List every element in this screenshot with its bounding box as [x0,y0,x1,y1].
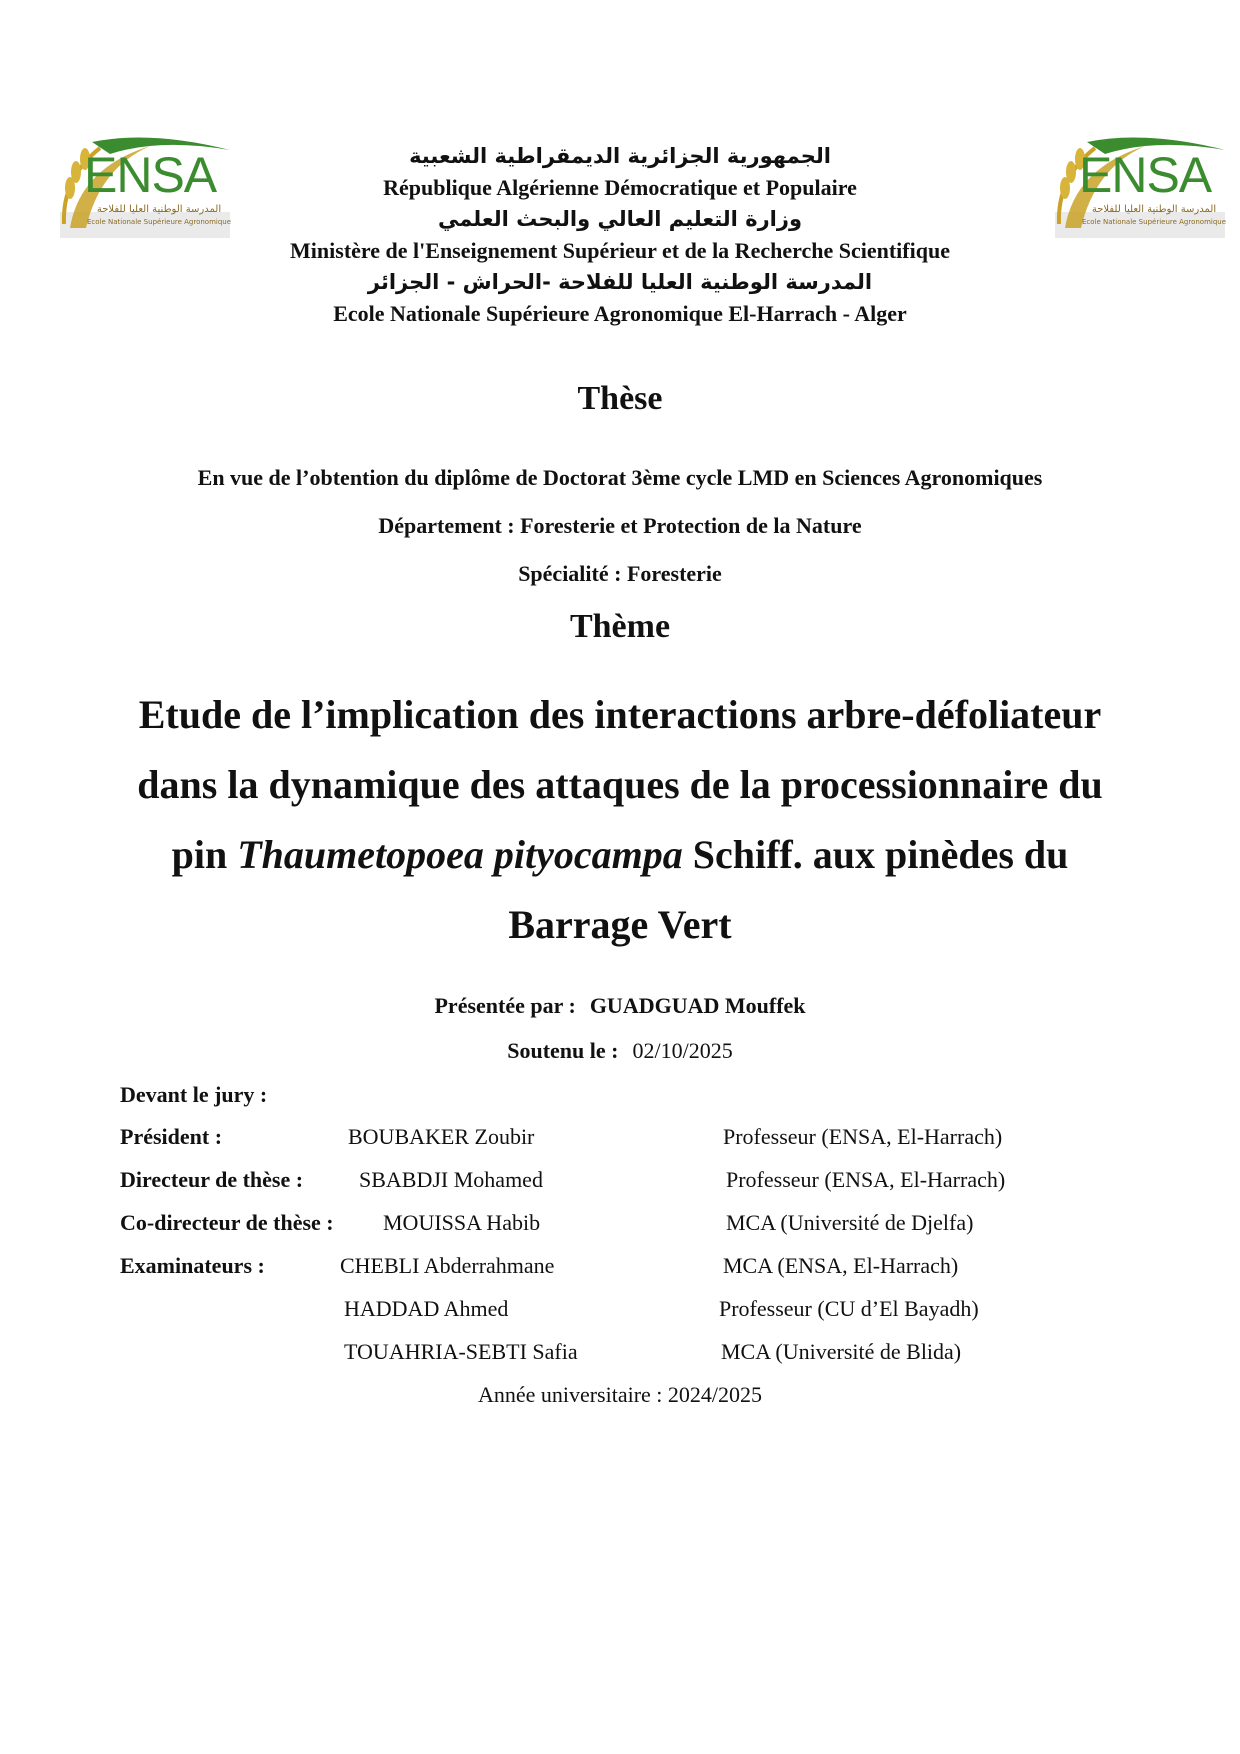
institution-header [0,140,1240,329]
jury-heading: Devant le jury : [120,1082,268,1107]
jury-row [120,1339,1120,1369]
document-type-title: Thèse [577,380,663,417]
defense-date-value: 02/10/2025 [632,1038,733,1063]
jury-row [120,1296,1120,1326]
republic-fr: République Algérienne Démocratique et Populaire [383,175,857,200]
jury-member-institution: MCA (ENSA, El-Harrach) [723,1253,959,1278]
jury-member-name: HADDAD Ahmed [344,1296,509,1321]
jury-member-name: CHEBLI Abderrahmane [340,1253,555,1278]
logo-subtitle-fr: Ecole Nationale Supérieure Agronomique [1081,218,1227,226]
defense-date [0,1038,1240,1064]
defense-label: Soutenu le : [507,1038,619,1063]
jury-member-institution: Professeur (ENSA, El-Harrach) [726,1167,1006,1192]
presented-by [0,993,1240,1019]
jury-member-institution: MCA (Université de Blida) [721,1339,962,1364]
author-name: GUADGUAD Mouffek [589,993,806,1018]
jury-role: Examinateurs : [120,1253,265,1278]
logo-text: ENSA [84,147,217,203]
jury-member-name: MOUISSA Habib [383,1210,541,1235]
school-fr: Ecole Nationale Supérieure Agronomique El-Harrach - Alger [333,301,907,326]
logo-subtitle-ar: المدرسة الوطنية العليا للفلاحة [1091,204,1217,215]
jury-member-institution: Professeur (ENSA, El-Harrach) [723,1124,1003,1149]
jury-member-institution: Professeur (CU d’El Bayadh) [719,1296,979,1321]
department-line: Département : Foresterie et Protection de la Nature [378,513,862,538]
republic-ar: الجمهورية الجزائرية الديمقراطية الشعبية [409,144,831,168]
degree-line: En vue de l’obtention du diplôme de Doctorat 3ème cycle LMD en Sciences Agronomiques [197,465,1043,490]
ministry-ar: وزارة التعليم العالي والبحث العلمي [437,207,803,231]
subject-part-1: Etude de l’implication des interactions arbre-défoliateur dans la dynamique des attaques de la processionnaire du pin [137,692,1103,877]
logo-subtitle-fr: Ecole Nationale Supérieure Agronomique [86,218,232,226]
theme-label: Thème [569,608,671,645]
jury-member-name: TOUAHRIA-SEBTI Safia [344,1339,578,1364]
jury-role: Co-directeur de thèse : [120,1210,334,1235]
logo-text: ENSA [1079,147,1212,203]
jury-row [120,1210,1120,1240]
jury-member-institution: MCA (Université de Djelfa) [726,1210,974,1235]
jury-member-name: BOUBAKER Zoubir [348,1124,535,1149]
species-name: Thaumetopoea pityocampa [237,832,683,877]
thesis-subject-title [120,680,1120,960]
presented-label: Présentée par : [434,993,576,1018]
jury-role: Président : [120,1124,223,1149]
logo-subtitle-ar: المدرسة الوطنية العليا للفلاحة [96,204,222,215]
ministry-fr: Ministère de l'Enseignement Supérieur et de la Recherche Scientifique [290,238,950,263]
jury-row [120,1167,1120,1197]
jury-role: Directeur de thèse : [120,1167,304,1192]
specialty-line: Spécialité : Foresterie [518,561,722,586]
school-ar: المدرسة الوطنية العليا للفلاحة -الحراش - الجزائر [367,270,873,294]
jury-member-name: SBABDJI Mohamed [359,1167,543,1192]
jury-row [120,1253,1120,1283]
academic-year: Année universitaire : 2024/2025 [477,1382,763,1407]
subject-part-2: Schiff. aux pinèdes du Barrage Vert [508,832,1069,947]
jury-row [120,1124,1120,1154]
